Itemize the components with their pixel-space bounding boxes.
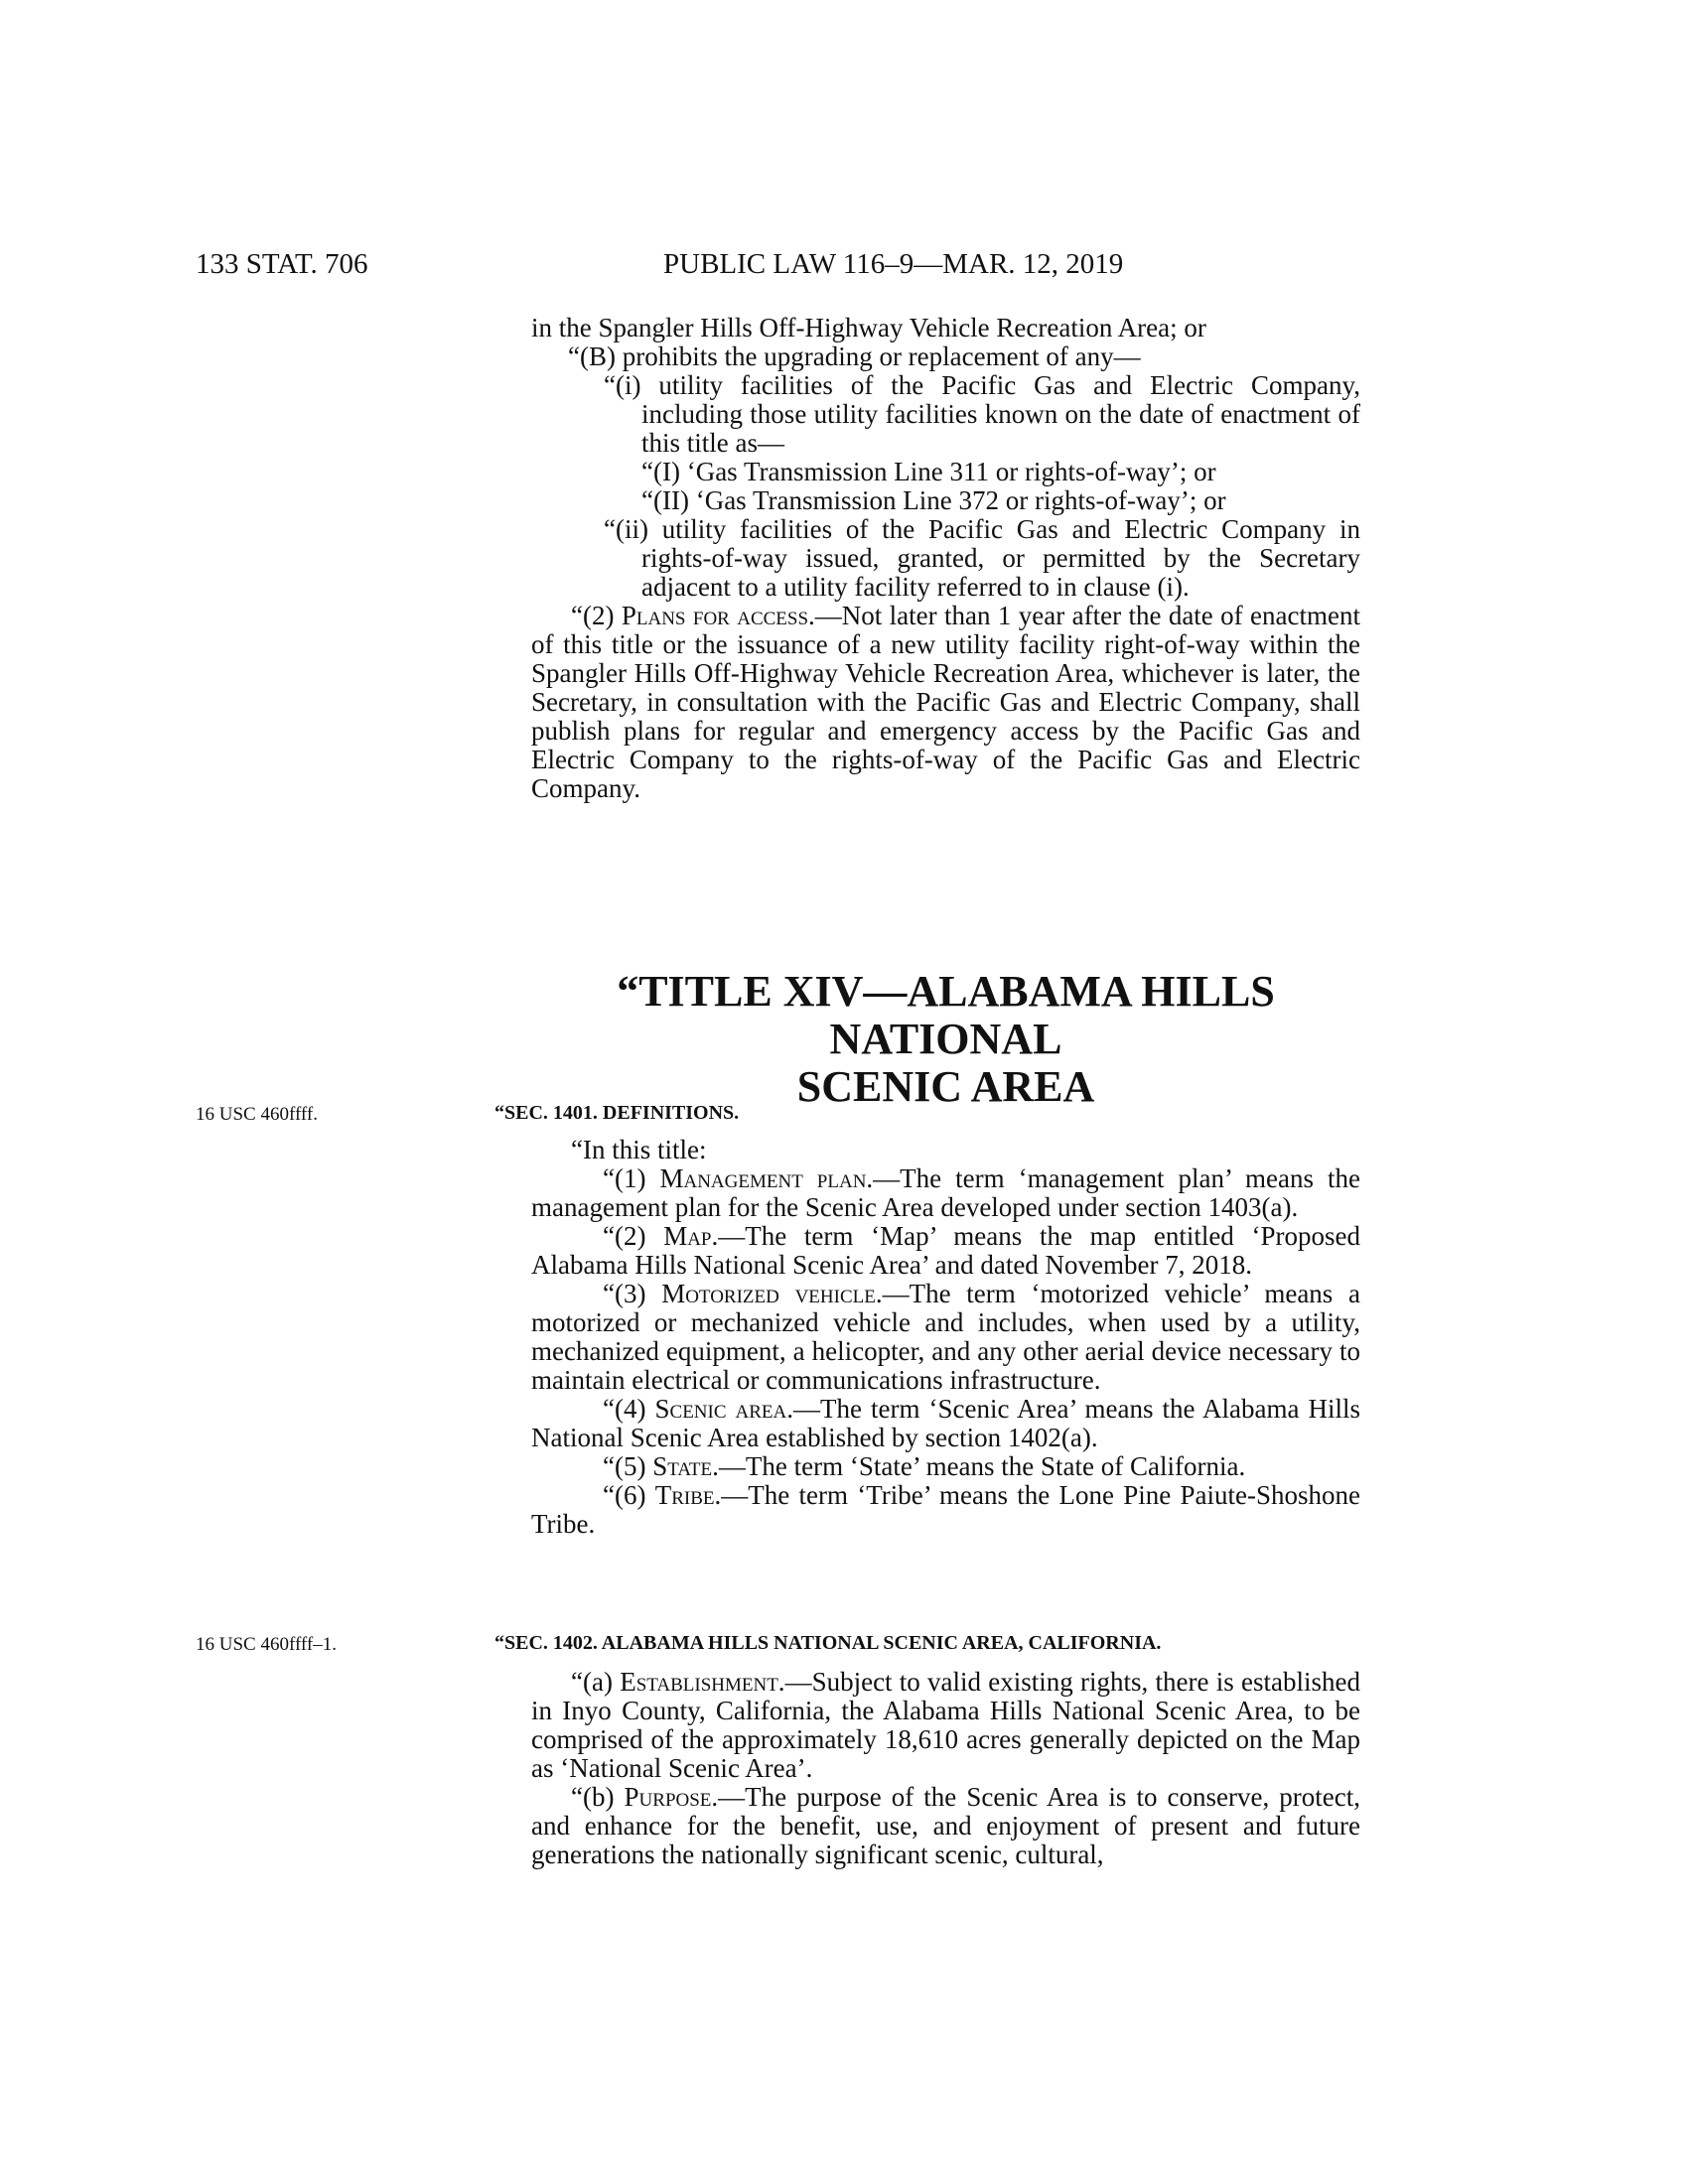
definition-term: Scenic area.	[654, 1394, 794, 1424]
definition-term: State.	[652, 1451, 719, 1481]
definition-term: Motorized vehicle.	[661, 1279, 883, 1308]
margin-citation-1402: 16 USC 460ffff–1.	[196, 1634, 337, 1655]
section-heading-1401: “SEC. 1401. DEFINITIONS.	[494, 1102, 740, 1124]
section-heading-1402: “SEC. 1402. ALABAMA HILLS NATIONAL SCENIC AREA, CALIFORNIA.	[494, 1632, 1162, 1654]
paragraph-number: “(2)	[571, 601, 615, 630]
paragraph-2	[531, 602, 1360, 803]
title-line-1: “TITLE XIV—ALABAMA HILLS NATIONAL	[617, 967, 1275, 1063]
definition-2	[531, 1222, 1360, 1280]
definition-text: —The term ‘Map’ means the map entitled ‘Proposed Alabama Hills National Scenic Area’ and dated November 7, 2018.	[531, 1221, 1361, 1280]
title-line-2: SCENIC AREA	[796, 1062, 1095, 1111]
definition-text: —The term ‘management plan’ means the management plan for the Scenic Area developed under section 1403(a).	[531, 1163, 1360, 1222]
definition-number: “(1)	[603, 1163, 646, 1193]
subsection-b	[531, 1783, 1360, 1869]
subsection-number: “(a)	[571, 1667, 613, 1697]
continued-text-block	[531, 314, 1360, 803]
subsection-heading: Purpose.	[624, 1782, 719, 1812]
definitions-block	[531, 1136, 1360, 1539]
subclause-II: “(II) ‘Gas Transmission Line 372 or rights-of-way’; or	[641, 485, 1226, 515]
paragraph-body: —Not later than 1 year after the date of enactment of this title or the issuance of a new utility facility right-of-way within the Spangler Hills Off-Highway Vehicle Recreation Area, whichever is later, the Secretary, in consultation with the Pacific Gas and Electric Company, shall publish plans for regular and emergency access by the Pacific Gas and Electric Company to the rights-of-way of the Pacific Gas and Electric Company.	[531, 601, 1360, 803]
paragraph-heading: Plans for access.	[621, 601, 815, 630]
subsection-text: —Subject to valid existing rights, there is established in Inyo County, California, the Alabama Hills National Scenic Area, to be comprised of the approximately 18,610 acres generally depicted on the Map as ‘National Scenic Area’.	[531, 1667, 1361, 1783]
definition-3	[531, 1280, 1360, 1395]
subsection-number: “(b)	[571, 1782, 615, 1812]
clause-i: “(i) utility facilities of the Pacific Gas and Electric Company, including those utility facilities known on the date of enactment of this title as—	[604, 370, 1360, 458]
clause-ii: “(ii) utility facilities of the Pacific Gas and Electric Company in rights-of-way issued, granted, or permitted by the Secretary adjacent to a utility facility referred to in clause (i).	[604, 514, 1360, 602]
definition-4	[531, 1395, 1360, 1452]
definition-6	[531, 1481, 1360, 1539]
definition-number: “(6)	[603, 1480, 646, 1510]
title-heading	[531, 968, 1360, 1111]
definition-text: —The term ‘State’ means the State of California.	[718, 1451, 1246, 1481]
definition-number: “(2)	[603, 1221, 646, 1251]
definition-number: “(3)	[603, 1279, 646, 1308]
stat-page-number: 133 STAT. 706	[196, 248, 368, 280]
definition-term: Tribe.	[654, 1480, 722, 1510]
margin-citation-1401: 16 USC 460ffff.	[196, 1104, 318, 1125]
definition-text: —The term ‘motorized vehicle’ means a motorized or mechanized vehicle and includes, when used by a utility, mechanized equipment, a helicopter, and any other aerial device necessary to maintain electrical or communications infrastructure.	[531, 1279, 1361, 1395]
running-head: PUBLIC LAW 116–9—MAR. 12, 2019	[663, 248, 1124, 280]
page-header	[0, 248, 1688, 288]
subparagraph-b: “(B) prohibits the upgrading or replacement of any—	[568, 341, 1141, 371]
definition-text: —The term ‘Scenic Area’ means the Alabama Hills National Scenic Area established by section 1402(a).	[531, 1394, 1360, 1452]
subsection-heading: Establishment.	[620, 1667, 785, 1697]
definition-1	[531, 1164, 1360, 1222]
subsection-a	[531, 1668, 1360, 1783]
definition-term: Map.	[663, 1221, 719, 1251]
subclause-I: “(I) ‘Gas Transmission Line 311 or rights-of-way’; or	[641, 457, 1216, 486]
section-1402-block	[531, 1668, 1360, 1869]
definition-5	[531, 1452, 1360, 1481]
subsection-text: —The purpose of the Scenic Area is to conserve, protect, and enhance for the benefit, use, and enjoyment of present and future generations the nationally significant scenic, cultural,	[531, 1782, 1360, 1869]
definitions-intro: “In this title:	[571, 1135, 707, 1164]
definition-term: Management plan.	[659, 1163, 874, 1193]
definition-number: “(4)	[603, 1394, 646, 1424]
definition-number: “(5)	[603, 1451, 646, 1481]
definition-text: —The term ‘Tribe’ means the Lone Pine Paiute-Shoshone Tribe.	[531, 1480, 1360, 1539]
continued-line: in the Spangler Hills Off-Highway Vehicle Recreation Area; or	[531, 313, 1206, 342]
